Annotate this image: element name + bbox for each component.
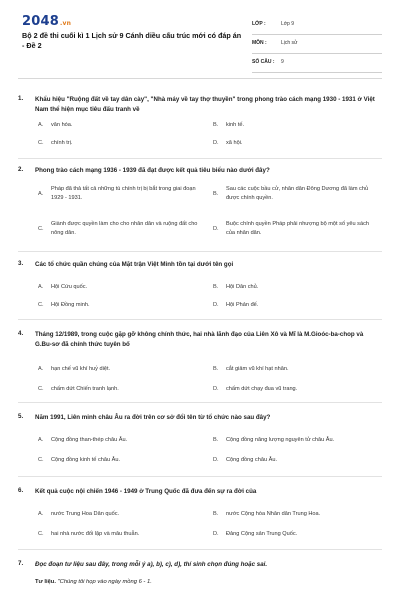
- question-stem: Phong trào cách mạng 1936 - 1939 đã đạt được kết quả tiêu biểu nào dưới đây?: [35, 167, 270, 174]
- option-text: hai nhà nước đối lập và mâu thuẫn.: [51, 531, 140, 537]
- site-logo[interactable]: [22, 14, 71, 29]
- question-stem: Đọc đoạn tư liệu sau đây, trong mỗi ý a), b), c), d), thí sinh chọn đúng hoặc sai.: [35, 561, 268, 568]
- option-letter: D.: [213, 302, 219, 308]
- question-divider: [18, 251, 382, 252]
- question-number: 7.: [18, 560, 24, 567]
- option-letter: A.: [38, 284, 44, 290]
- option-letter: C.: [38, 531, 44, 537]
- question-stem: Năm 1991, Liên minh châu Âu ra đời trên cơ sở đổi tên từ tổ chức nào sau đây?: [35, 414, 271, 421]
- question-stem: Khẩu hiệu "Ruộng đất về tay dân cày", "Nhà máy về tay thợ thuyền" trong phong trào cách mạng 1930 - 1931 ở Việt Nam thể hiện mục tiêu đấu tranh về: [35, 96, 375, 113]
- question-number: 1.: [18, 95, 24, 102]
- meta-value: Lớp 9: [281, 21, 295, 27]
- option-letter: A.: [38, 191, 44, 197]
- page-header: [0, 0, 400, 68]
- option-letter: D.: [213, 140, 219, 146]
- meta-value: Lịch sử: [281, 40, 298, 46]
- option-text: kinh tế.: [226, 122, 245, 128]
- question-divider: [18, 158, 382, 159]
- option-letter: D.: [213, 386, 219, 392]
- source-text: "Chúng tôi họp vào ngày mồng 6 - 1.: [57, 579, 152, 585]
- meta-row-count: [252, 54, 382, 73]
- meta-label: LỚP :: [252, 21, 266, 27]
- question-5: [18, 413, 382, 473]
- question-stem: Tháng 12/1989, trong cuộc gặp gỡ không chính thức, hai nhà lãnh đạo của Liên Xô và Mĩ là M.Gioóc-ba-chop và G.Bu-sơ đã chính thức tuyên bố: [35, 331, 364, 348]
- option-letter: B.: [213, 511, 219, 517]
- question-1: [18, 95, 382, 155]
- question-divider: [18, 476, 382, 477]
- option-text: Hội Phản đế.: [226, 302, 259, 308]
- question-3: [18, 260, 382, 320]
- option-text: chấm dứt chạy đua vũ trang.: [226, 386, 298, 392]
- option-letter: A.: [38, 437, 44, 443]
- option-letter: D.: [213, 457, 219, 463]
- meta-value: 9: [281, 59, 284, 65]
- meta-label: SỐ CÂU :: [252, 59, 275, 65]
- option-letter: D.: [213, 226, 219, 232]
- document-meta: [252, 16, 382, 73]
- question-number: 5.: [18, 413, 24, 420]
- option-text: xã hội.: [226, 140, 243, 146]
- question-number: 6.: [18, 487, 24, 494]
- question-number: 4.: [18, 330, 24, 337]
- option-letter: C.: [38, 226, 44, 232]
- meta-row-subject: [252, 35, 382, 54]
- question-divider: [18, 319, 382, 320]
- option-text: Hội Đồng minh.: [51, 302, 90, 308]
- question-divider: [18, 402, 382, 403]
- header-divider: [18, 78, 382, 79]
- option-text: chính trị.: [51, 140, 73, 146]
- question-stem: Kết quả cuộc nội chiến 1946 - 1949 ở Trung Quốc đã đưa đến sự ra đời của: [35, 488, 257, 495]
- option-letter: B.: [213, 284, 219, 290]
- logo-suffix: .vn: [59, 20, 72, 27]
- option-text: Buộc chính quyền Pháp phải nhượng bộ một số yêu sách của nhân dân.: [226, 221, 370, 236]
- option-text: chấm dứt Chiến tranh lạnh.: [51, 386, 119, 392]
- option-text: Cộng đồng kinh tế châu Âu.: [51, 457, 121, 463]
- question-2: [18, 166, 382, 246]
- option-text: cắt giảm vũ khí hạt nhân.: [226, 366, 289, 372]
- option-letter: A.: [38, 366, 44, 372]
- option-text: Pháp đã thả tất cả những tù chính trị bị bắt trong giai đoạn 1929 - 1931.: [51, 186, 196, 201]
- option-text: Cộng đồng châu Âu.: [226, 457, 278, 463]
- option-letter: B.: [213, 191, 219, 197]
- source-excerpt: [35, 578, 375, 587]
- option-text: Hội Dân chủ.: [226, 284, 259, 290]
- question-number: 3.: [18, 260, 24, 267]
- meta-row-class: [252, 16, 382, 35]
- question-number: 2.: [18, 166, 24, 173]
- option-letter: A.: [38, 511, 44, 517]
- option-text: Sau các cuộc bầu cử, nhân dân Đông Dương đã làm chủ được chính quyền.: [226, 186, 369, 201]
- option-text: Cộng đồng năng lượng nguyên tử châu Âu.: [226, 437, 335, 443]
- option-letter: C.: [38, 302, 44, 308]
- source-label: Tư liệu.: [35, 579, 56, 585]
- option-text: Đảng Cộng sản Trung Quốc.: [226, 531, 298, 537]
- option-text: nước Trung Hoa Dân quốc.: [51, 511, 120, 517]
- logo-main: 2048: [22, 14, 59, 29]
- option-letter: B.: [213, 366, 219, 372]
- option-text: Hội Cứu quốc.: [51, 284, 88, 290]
- question-divider: [18, 549, 382, 550]
- option-text: văn hóa.: [51, 122, 73, 128]
- question-7: [18, 560, 382, 574]
- option-letter: C.: [38, 457, 44, 463]
- option-letter: A.: [38, 122, 44, 128]
- option-text: hạn chế vũ khí huỷ diệt.: [51, 366, 111, 372]
- option-letter: C.: [38, 140, 44, 146]
- question-4: [18, 330, 382, 400]
- option-text: nước Cộng hòa Nhân dân Trung Hoa.: [226, 511, 321, 517]
- option-letter: C.: [38, 386, 44, 392]
- meta-label: MÔN :: [252, 40, 267, 46]
- question-6: [18, 487, 382, 547]
- option-text: Giành được quyền làm cho cho nhân dân và ruộng đất cho nông dân.: [51, 221, 198, 236]
- option-letter: B.: [213, 122, 219, 128]
- document-title: Bộ 2 đề thi cuối kì 1 Lịch sử 9 Cánh diều cấu trúc mới có đáp án - Đề 2: [22, 31, 242, 50]
- option-text: Cộng đồng than-thép châu Âu.: [51, 437, 128, 443]
- option-letter: D.: [213, 531, 219, 537]
- option-letter: B.: [213, 437, 219, 443]
- question-stem: Các tổ chức quần chúng của Mặt trận Việt Minh tồn tại dưới tên gọi: [35, 261, 234, 268]
